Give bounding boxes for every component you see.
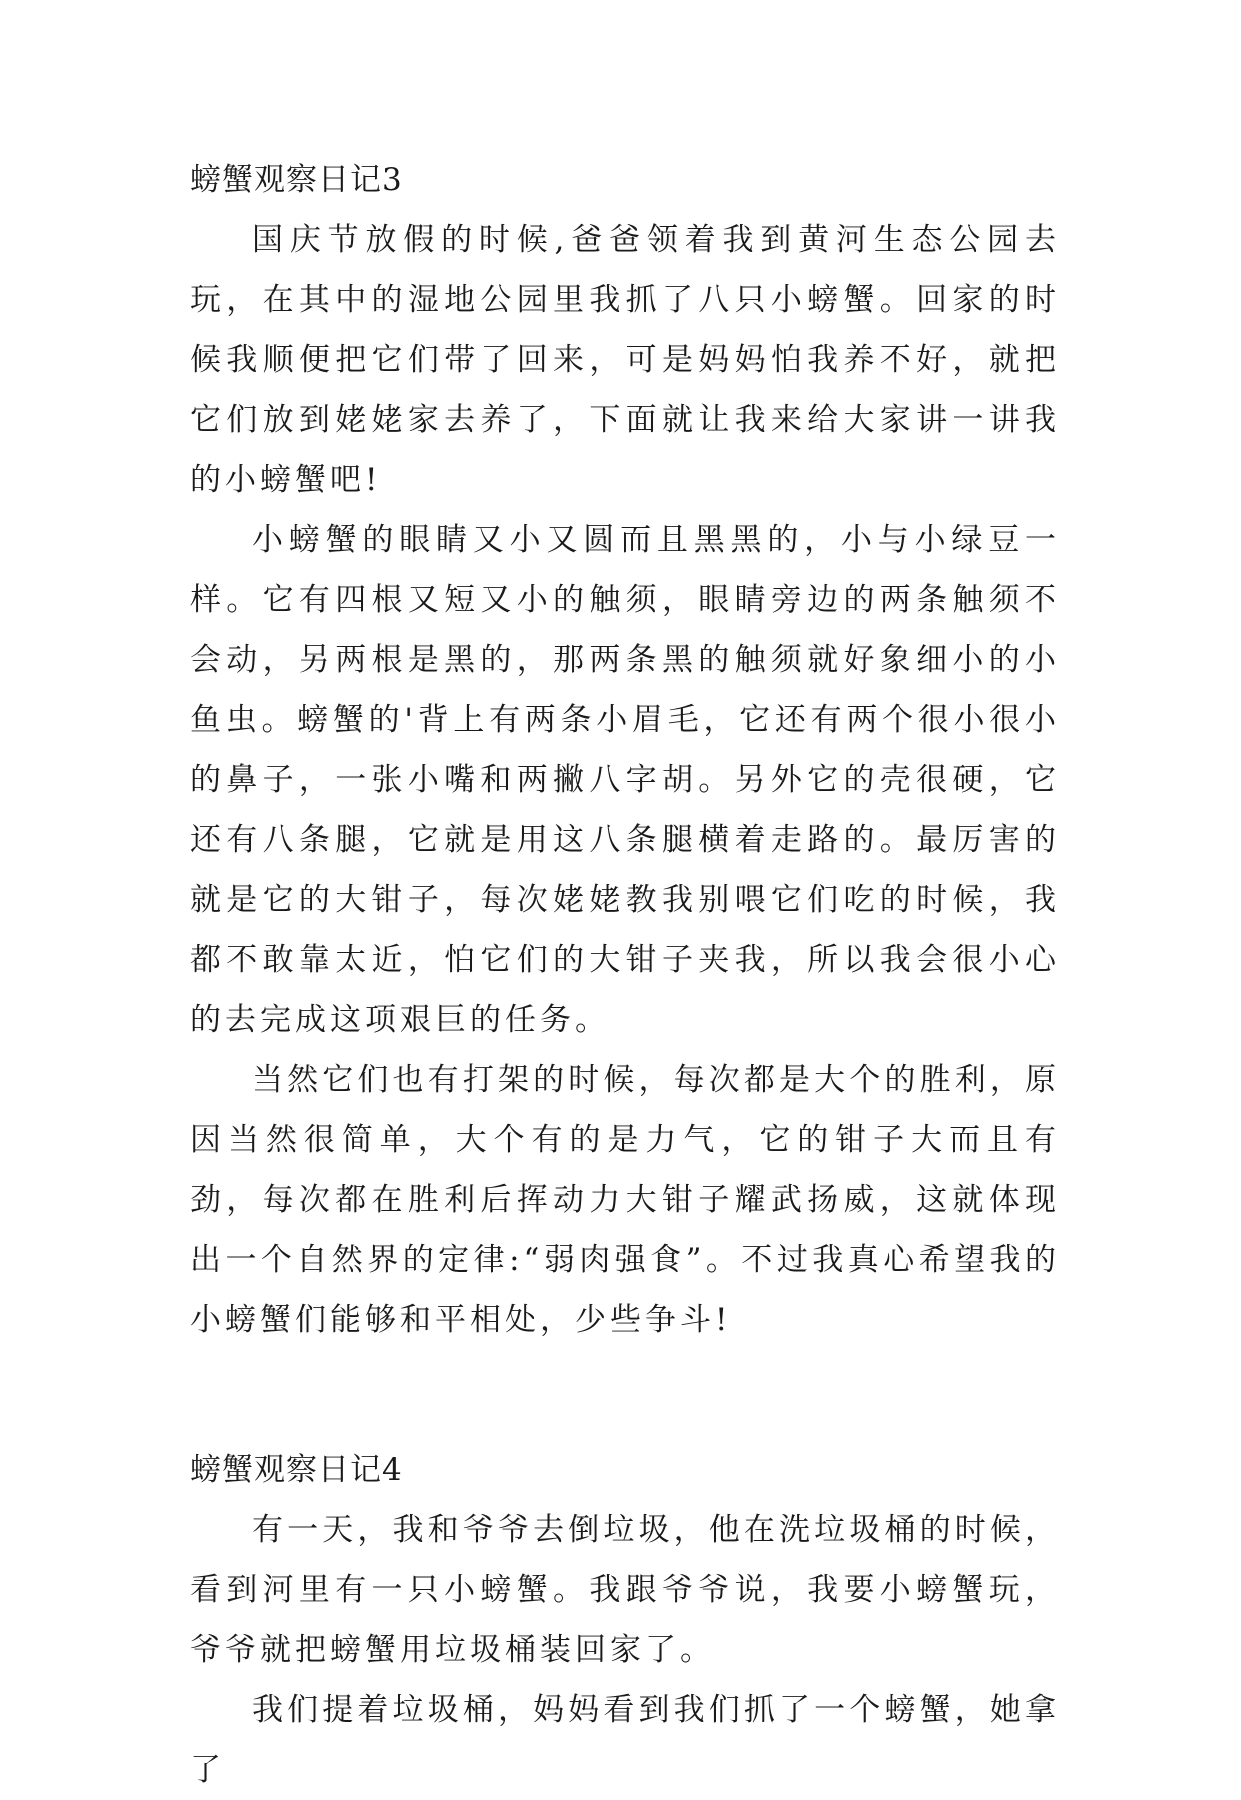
diary-entry bbox=[190, 1440, 1060, 1800]
entry-paragraph: 小螃蟹的眼睛又小又圆而且黑黑的，小与小绿豆一样。它有四根又短又小的触须，眼睛旁边的两条触须不会动，另两根是黑的，那两条黑的触须就好象细小的小鱼虫。螃蟹的'背上有两条小眉毛，它还有两个很小很小的鼻子，一张小嘴和两撇八字胡。另外它的壳很硬，它还有八条腿，它就是用这八条腿横着走路的。最厉害的就是它的大钳子，每次姥姥教我别喂它们吃的时候，我都不敢靠太近，怕它们的大钳子夹我，所以我会很小心的去完成这项艰巨的任务。 bbox=[190, 522, 1060, 1038]
entry-paragraph: 我们提着垃圾桶，妈妈看到我们抓了一个螃蟹，她拿了 bbox=[190, 1692, 1060, 1788]
document-page bbox=[190, 150, 1060, 1800]
diary-entry bbox=[190, 150, 1060, 1350]
entry-title: 螃蟹观察日记3 bbox=[190, 162, 403, 198]
entry-title: 螃蟹观察日记4 bbox=[190, 1452, 403, 1488]
entry-paragraph: 国庆节放假的时候,爸爸领着我到黄河生态公园去玩，在其中的湿地公园里我抓了八只小螃蟹。回家的时候我顺便把它们带了回来，可是妈妈怕我养不好，就把它们放到姥姥家去养了，下面就让我来给大家讲一讲我的小螃蟹吧! bbox=[190, 222, 1060, 498]
entry-paragraph: 有一天，我和爷爷去倒垃圾，他在洗垃圾桶的时候，看到河里有一只小螃蟹。我跟爷爷说，我要小螃蟹玩，爷爷就把螃蟹用垃圾桶装回家了。 bbox=[190, 1512, 1060, 1668]
entry-paragraph: 当然它们也有打架的时候，每次都是大个的胜利，原因当然很简单，大个有的是力气，它的钳子大而且有劲，每次都在胜利后挥动力大钳子耀武扬威，这就体现出一个自然界的定律:“弱肉强食”。不过我真心希望我的小螃蟹们能够和平相处，少些争斗! bbox=[190, 1062, 1060, 1338]
